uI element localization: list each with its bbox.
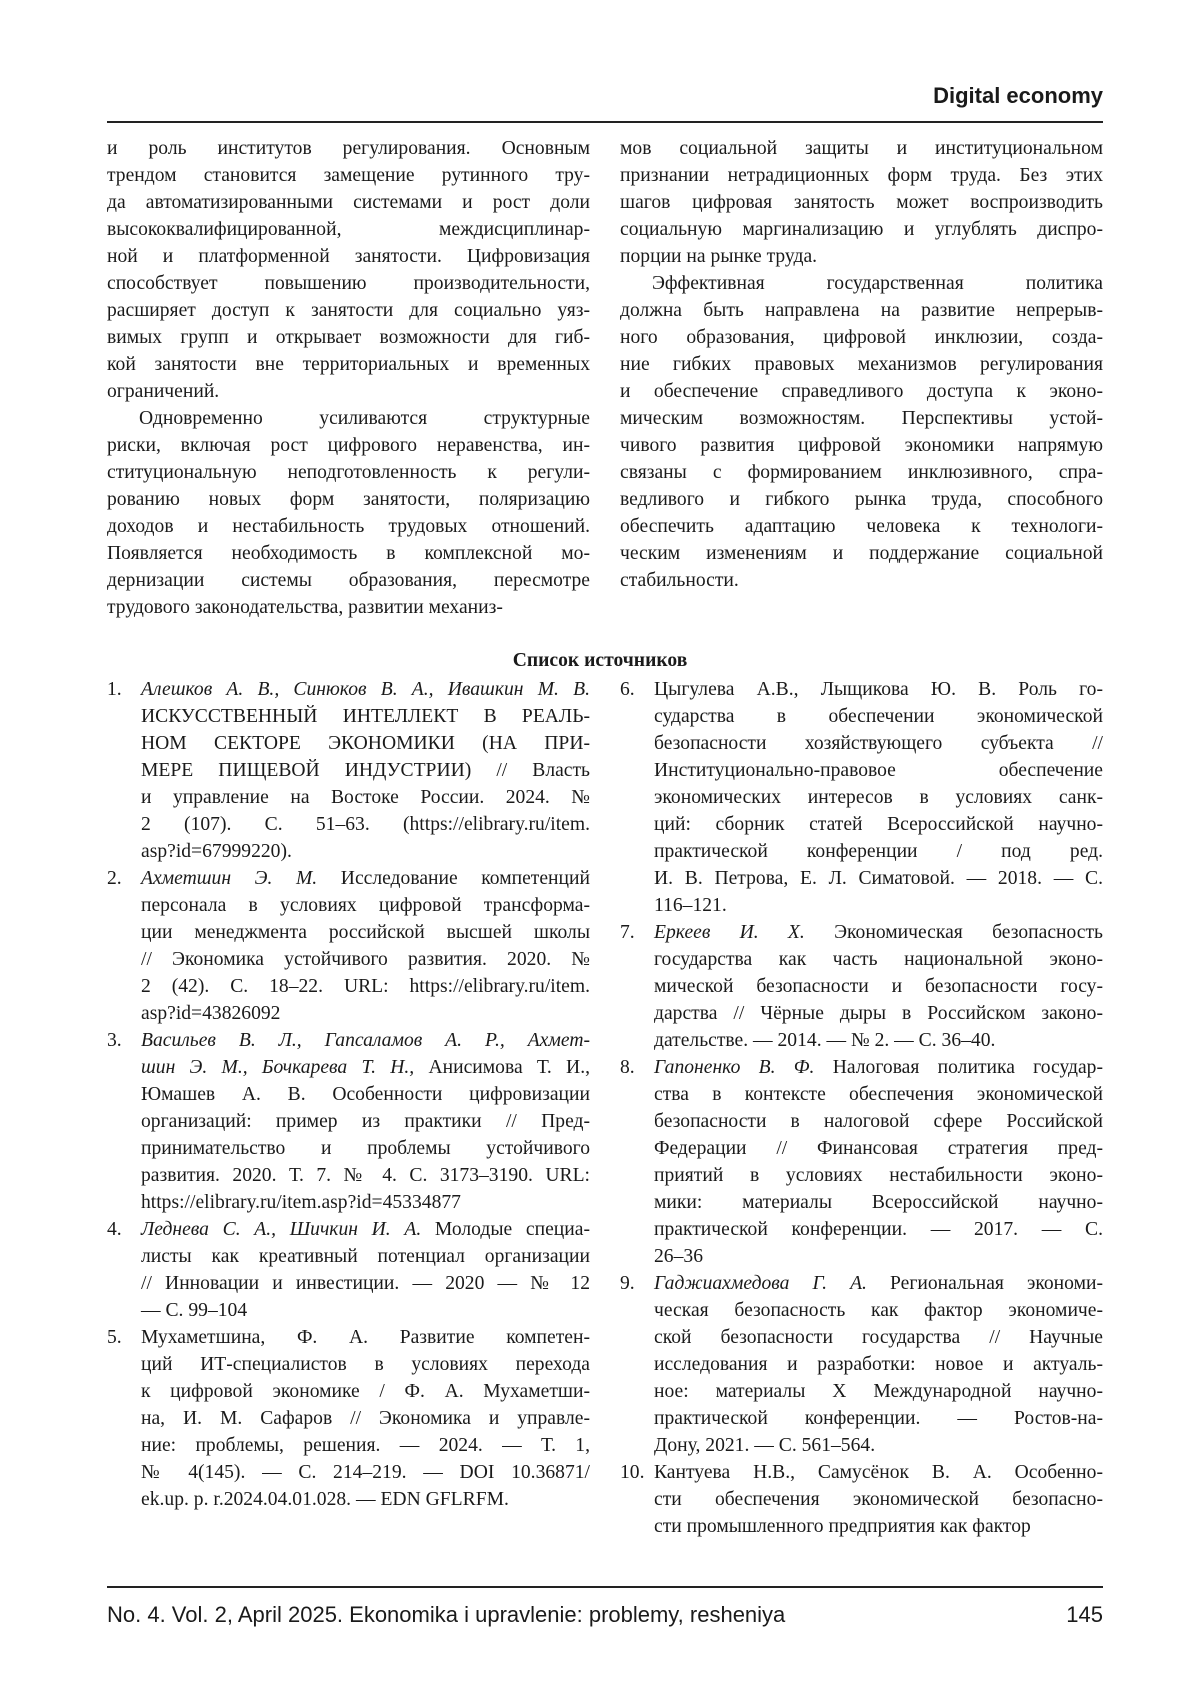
reference-number: 6. [620,676,635,703]
reference-text [141,865,590,1027]
footer-citation: No. 4. Vol. 2, April 2025. Ekonomika i upravlenie: problemy, resheniya [107,1602,785,1628]
text-line: связаны с формированием инклюзивного, спра- [620,459,1103,486]
body-column-left [107,135,590,621]
reference-authors: Леднева С. А., Шичкин И. А. [141,1219,421,1240]
text-line: практической конференции / под ред. [654,838,1103,865]
text-line: дарства // Чёрные дыры в Российском законо- [654,1000,1103,1027]
reference-text [141,1027,590,1216]
text-line: доходов и нестабильность трудовых отношений. [107,513,590,540]
text-line: ской безопасности государства // Научные [654,1324,1103,1351]
text-line: способствует повышению производительности, [107,270,590,297]
reference-text [654,1270,1103,1459]
text-line: развития. 2020. Т. 7. № 4. С. 3173–3190. URL: [141,1162,590,1189]
reference-title: Экономическая безопасность [834,922,1103,943]
text-line: листы как креативный потенциал организации [141,1243,590,1270]
text-line [141,1027,590,1054]
text-line: приятий в условиях нестабильности эконо- [654,1162,1103,1189]
text-line: 2 (107). С. 51–63. (https://elibrary.ru/item. [141,811,590,838]
reference-text [141,1216,590,1324]
text-line: государства как часть национальной эконо- [654,946,1103,973]
text-line: сти промышленного предприятия как фактор [654,1513,1103,1540]
reference-authors: Алешков А. В., Синюков В. А., Ивашкин М. В. [141,679,590,700]
text-line: Одновременно усиливаются структурные [107,405,590,432]
text-line: ного образования, цифровой инклюзии, созда- [620,324,1103,351]
text-line: стабильности. [620,567,1103,594]
text-line: сударства в обеспечении экономической [654,703,1103,730]
text-line: должна быть направлена на развитие непрерыв- [620,297,1103,324]
text-line: Кантуева Н.В., Самусёнок В. А. Особенно- [654,1459,1103,1486]
reference-number: 5. [107,1324,122,1351]
reference-number: 8. [620,1054,635,1081]
text-line: социальную маргинализацию и углублять диспро- [620,216,1103,243]
body-column-right [620,135,1103,594]
text-line: к цифровой экономике / Ф. А. Мухаметши- [141,1378,590,1405]
text-line: ческим изменениям и поддержание социальной [620,540,1103,567]
text-line: персонала в условиях цифровой трансформа- [141,892,590,919]
header-rule [107,121,1103,123]
text-line: asp?id=43826092 [141,1000,590,1027]
reference-text [141,676,590,865]
text-line [141,1054,590,1081]
footer-rule [107,1586,1103,1588]
text-line: ведливого и гибкого рынка труда, способного [620,486,1103,513]
text-line: ций ИТ-специалистов в условиях перехода [141,1351,590,1378]
text-line: ek.up. p. r.2024.04.01.028. — EDN GFLRFM. [141,1486,590,1513]
reference-item [620,919,1103,1054]
text-line: кой занятости вне территориальных и временных [107,351,590,378]
text-line: МЕРЕ ПИЩЕВОЙ ИНДУСТРИИ) // Власть [141,757,590,784]
text-line: мов социальной защиты и институциональном [620,135,1103,162]
reference-authors: Гапоненко В. Ф. [654,1057,814,1078]
section-header: Digital economy [933,83,1103,109]
text-line: Институционально-правовое обеспечение [654,757,1103,784]
text-line: трендом становится замещение рутинного тру- [107,162,590,189]
text-line: Мухаметшина, Ф. А. Развитие компетен- [141,1324,590,1351]
text-line: ституциональную неподготовленность к регули- [107,459,590,486]
text-line: исследования и разработки: новое и актуаль- [654,1351,1103,1378]
text-line: мическим возможностям. Перспективы устой- [620,405,1103,432]
text-line: https://elibrary.ru/item.asp?id=45334877 [141,1189,590,1216]
reference-authors: Гаджиахмедова Г. А. [654,1273,867,1294]
reference-item [107,1324,590,1513]
text-line: ИСКУССТВЕННЫЙ ИНТЕЛЛЕКТ В РЕАЛЬ- [141,703,590,730]
text-line: Юмашев А. В. Особенности цифровизации [141,1081,590,1108]
reference-item [620,1054,1103,1270]
reference-item [107,676,590,865]
text-line: экономических интересов в условиях санк- [654,784,1103,811]
reference-item [620,1270,1103,1459]
text-line: Дону, 2021. — С. 561–564. [654,1432,1103,1459]
reference-title: Региональная экономи- [890,1273,1103,1294]
text-line: Федерации // Финансовая стратегия пред- [654,1135,1103,1162]
reference-authors: Васильев В. Л., Гапсаламов А. Р., Ахмет- [141,1030,590,1051]
paragraph [107,405,590,621]
text-line: мической безопасности и безопасности госу- [654,973,1103,1000]
text-line [141,676,590,703]
text-line [141,1216,590,1243]
text-line: шагов цифровая занятость может воспроизводить [620,189,1103,216]
reference-authors: Ахметшин Э. М. [141,868,317,889]
reference-authors: Еркеев И. Х. [654,922,805,943]
text-line: ной и платформенной занятости. Цифровизация [107,243,590,270]
reference-number: 1. [107,676,122,703]
reference-item [620,1459,1103,1540]
text-line: мики: материалы Всероссийской научно- [654,1189,1103,1216]
text-line: ций: сборник статей Всероссийской научно- [654,811,1103,838]
reference-number: 4. [107,1216,122,1243]
reference-item [620,676,1103,919]
text-line: чивого развития цифровой экономики напрямую [620,432,1103,459]
reference-text [654,676,1103,919]
text-line: практической конференции. — Ростов-на- [654,1405,1103,1432]
text-line: Цыгулева А.В., Лыщикова Ю. В. Роль го- [654,676,1103,703]
text-line: ние: проблемы, решения. — 2024. — Т. 1, [141,1432,590,1459]
text-line: принимательство и проблемы устойчивого [141,1135,590,1162]
text-line: ции менеджмента российской высшей школы [141,919,590,946]
text-line: и обеспечение справедливого доступа к эконо- [620,378,1103,405]
text-line: — С. 99–104 [141,1297,590,1324]
text-line: ческая безопасность как фактор экономиче- [654,1297,1103,1324]
text-line: дернизации системы образования, пересмотре [107,567,590,594]
text-line [654,919,1103,946]
reference-text [141,1324,590,1513]
text-line: 2 (42). С. 18–22. URL: https://elibrary.ru/item. [141,973,590,1000]
reference-number: 2. [107,865,122,892]
text-line: Эффективная государственная политика [620,270,1103,297]
text-line: вимых групп и открывает возможности для гиб- [107,324,590,351]
text-line: ное: материалы X Международной научно- [654,1378,1103,1405]
reference-number: 3. [107,1027,122,1054]
reference-item [107,865,590,1027]
text-line: рованию новых форм занятости, поляризацию [107,486,590,513]
text-line: ние гибких правовых механизмов регулирования [620,351,1103,378]
text-line: риски, включая рост цифрового неравенства, ин- [107,432,590,459]
reference-item [107,1216,590,1324]
text-line: и роль институтов регулирования. Основным [107,135,590,162]
text-line: высококвалифицированной, междисциплинар- [107,216,590,243]
text-line [654,1054,1103,1081]
text-line: порции на рынке труда. [620,243,1103,270]
text-line: безопасности в налоговой сфере Российской [654,1108,1103,1135]
reference-text [654,919,1103,1054]
text-line: да автоматизированными системами и рост доли [107,189,590,216]
reference-text [654,1459,1103,1540]
text-line [141,865,590,892]
reference-title: Исследование компетенций [341,868,590,889]
text-line: № 4(145). — С. 214–219. — DOI 10.36871/ [141,1459,590,1486]
text-line: практической конференции. — 2017. — С. [654,1216,1103,1243]
text-line: // Инновации и инвестиции. — 2020 — № 12 [141,1270,590,1297]
text-line: обеспечить адаптацию человека к технологи- [620,513,1103,540]
text-line: сти обеспечения экономической безопасно- [654,1486,1103,1513]
text-line: безопасности хозяйствующего субъекта // [654,730,1103,757]
text-line [654,1270,1103,1297]
text-line: НОМ СЕКТОРЕ ЭКОНОМИКИ (НА ПРИ- [141,730,590,757]
paragraph [620,270,1103,594]
reference-number: 10. [620,1459,645,1486]
reference-authors: шин Э. М., Бочкарева Т. Н., [141,1057,414,1078]
text-line: ограничений. [107,378,590,405]
text-line: организаций: пример из практики // Пред- [141,1108,590,1135]
reference-title: Анисимова Т. И., [428,1057,590,1078]
reference-title: Налоговая политика государ- [833,1057,1103,1078]
text-line: 26–36 [654,1243,1103,1270]
text-line: ства в контексте обеспечения экономической [654,1081,1103,1108]
references-title: Список источников [0,650,1200,672]
text-line: трудового законодательства, развитии механиз- [107,594,590,621]
reference-number: 9. [620,1270,635,1297]
paragraph [620,135,1103,270]
text-line: // Экономика устойчивого развития. 2020. № [141,946,590,973]
references-column-right [620,676,1103,1540]
text-line: на, И. М. Сафаров // Экономика и управле- [141,1405,590,1432]
text-line: дательстве. — 2014. — № 2. — С. 36–40. [654,1027,1103,1054]
references-column-left [107,676,590,1513]
page-number: 145 [1066,1602,1103,1628]
reference-number: 7. [620,919,635,946]
reference-item [107,1027,590,1216]
paragraph [107,135,590,405]
text-line: Появляется необходимость в комплексной мо- [107,540,590,567]
text-line: 116–121. [654,892,1103,919]
text-line: И. В. Петрова, Е. Л. Симатовой. — 2018. — С. [654,865,1103,892]
text-line: и управление на Востоке России. 2024. № [141,784,590,811]
text-line: признании нетрадиционных форм труда. Без этих [620,162,1103,189]
reference-title: Молодые специа- [435,1219,590,1240]
reference-text [654,1054,1103,1270]
text-line: asp?id=67999220). [141,838,590,865]
text-line: расширяет доступ к занятости для социально уяз- [107,297,590,324]
